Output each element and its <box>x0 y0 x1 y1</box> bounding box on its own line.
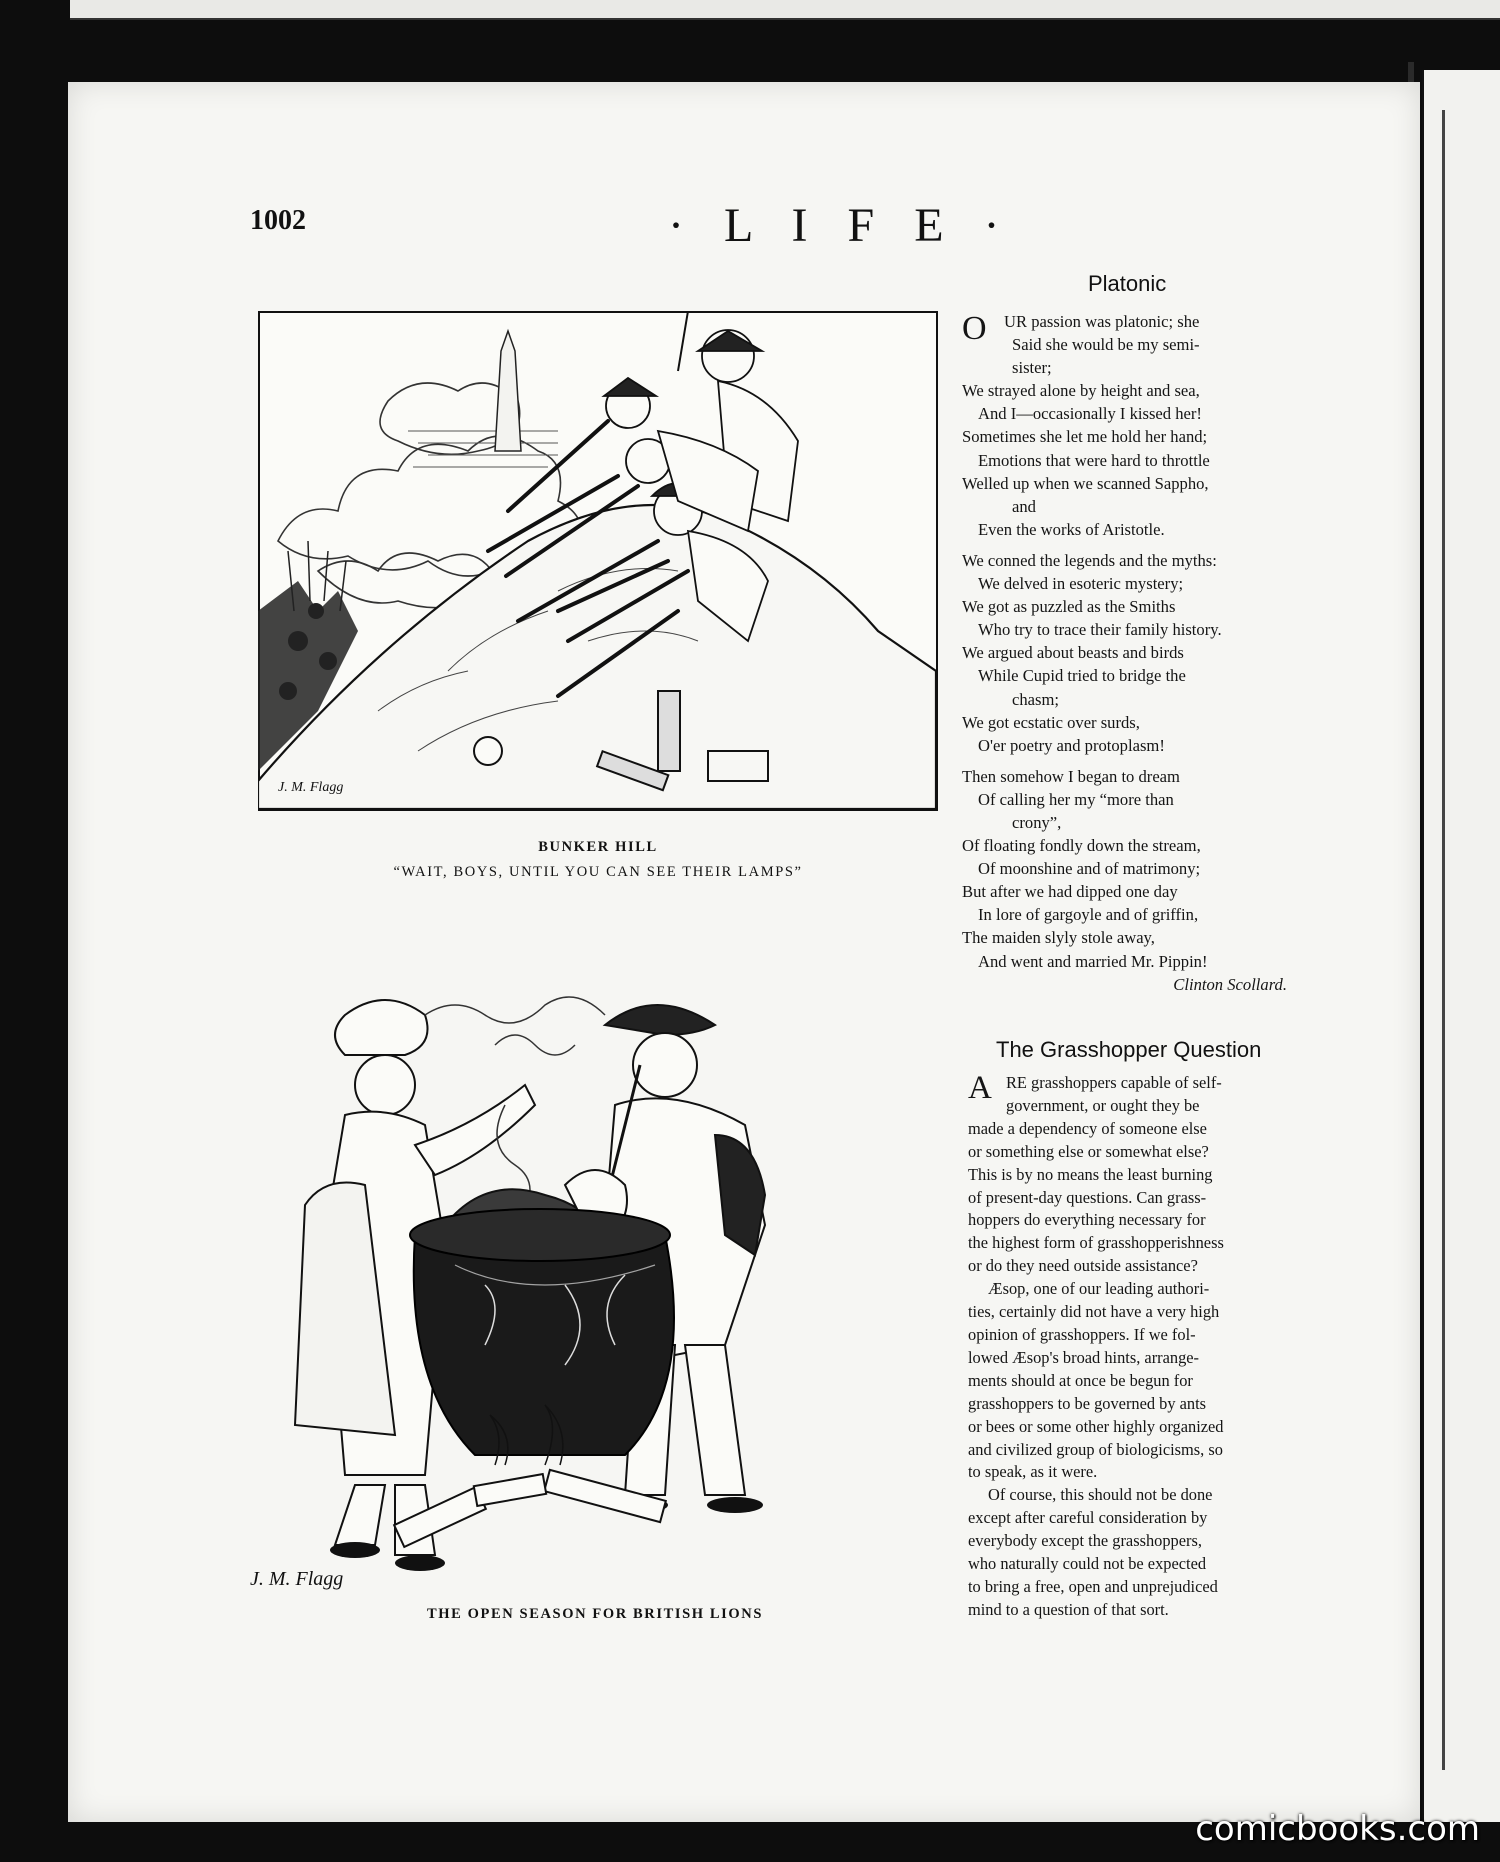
poem-line: and <box>1012 496 1036 516</box>
poem-line: Said she would be my semi- <box>1012 335 1200 355</box>
article-line: to speak, as it were. <box>968 1462 1098 1482</box>
poem-platonic <box>962 310 1307 1004</box>
poem-line: UR passion was platonic; she <box>1004 312 1200 331</box>
article-line: made a dependency of someone else <box>968 1118 1207 1138</box>
poem-line: But after we had dipped one day <box>962 882 1178 902</box>
poem-line: sister; <box>1012 358 1052 378</box>
article-line: of present-day questions. Can grass- <box>968 1187 1207 1207</box>
article-drop-cap: A <box>968 1070 992 1106</box>
poem-line: While Cupid tried to bridge the <box>978 666 1186 686</box>
poem-line: Sometimes she let me hold her hand; <box>962 427 1208 447</box>
article-line: Of course, this should not be done <box>988 1485 1213 1505</box>
scan-top-strip <box>70 0 1500 20</box>
british-lions-cartoon <box>245 985 945 1610</box>
poem-line: In lore of gargoyle and of griffin, <box>978 905 1199 925</box>
article-line: to bring a free, open and unprejudiced <box>968 1576 1218 1596</box>
poem-line: Emotions that were hard to throttle <box>978 450 1210 470</box>
article-line: or bees or some other highly organized <box>968 1416 1224 1436</box>
poem-drop-cap: O <box>962 310 987 347</box>
article-line: lowed Æsop's broad hints, arrange- <box>968 1347 1200 1367</box>
article-line: hoppers do everything necessary for <box>968 1210 1206 1230</box>
poem-stanza <box>962 549 1307 757</box>
poem-line: The maiden slyly stole away, <box>962 928 1155 948</box>
cartoon-one-signature: J. M. Flagg <box>278 780 344 795</box>
article-line: government, or ought they be <box>1006 1095 1200 1115</box>
article-title: The Grasshopper Question <box>996 1037 1262 1062</box>
poem-line: We got as puzzled as the Smiths <box>962 597 1176 617</box>
bunker-hill-title: BUNKER HILL <box>538 839 658 855</box>
poem-line: We conned the legends and the myths: <box>962 550 1217 570</box>
poem-author: Clinton Scollard. <box>1173 974 1287 994</box>
article-line: mind to a question of that sort. <box>968 1599 1169 1619</box>
poem-line: We strayed alone by height and sea, <box>962 381 1200 401</box>
poem-line: Of moonshine and of matrimony; <box>978 859 1201 879</box>
poem-line: Of calling her my “more than <box>978 789 1174 809</box>
poem-line: And I—occasionally I kissed her! <box>978 404 1202 424</box>
article-line: the highest form of grasshopperishness <box>968 1233 1224 1253</box>
article-line: ments should at once be begun for <box>968 1370 1193 1390</box>
site-watermark: comicbooks.com <box>1195 1809 1480 1849</box>
article-line: who naturally could not be expected <box>968 1554 1207 1574</box>
poem-line: And went and married Mr. Pippin! <box>978 951 1208 971</box>
bunker-hill-quote: “WAIT, BOYS, UNTIL YOU CAN SEE THEIR LAMPS” <box>393 864 803 880</box>
poem-line: O'er poetry and protoplasm! <box>978 735 1165 755</box>
poem-line: Who try to trace their family history. <box>978 620 1222 640</box>
poem-line: Of floating fondly down the stream, <box>962 836 1201 856</box>
poem-line: We delved in esoteric mystery; <box>978 574 1184 594</box>
article-line: RE grasshoppers capable of self- <box>1006 1073 1222 1092</box>
article-line: everybody except the grasshoppers, <box>968 1531 1202 1551</box>
article-line: ties, certainly did not have a very high <box>968 1302 1220 1322</box>
article-line: or do they need outside assistance? <box>968 1256 1198 1276</box>
poem-stanza <box>962 310 1307 541</box>
article-line: except after careful consideration by <box>968 1508 1208 1528</box>
bunker-hill-cartoon <box>258 311 938 811</box>
poem-title: Platonic <box>1088 271 1167 296</box>
poem-line: Then somehow I began to dream <box>962 766 1180 786</box>
poem-line: Welled up when we scanned Sappho, <box>962 473 1209 493</box>
poem-line: We argued about beasts and birds <box>962 643 1184 663</box>
article-line: Æsop, one of our leading authori- <box>988 1279 1210 1299</box>
article-line: opinion of grasshoppers. If we fol- <box>968 1324 1196 1344</box>
article-line: grasshoppers to be governed by ants <box>968 1393 1207 1413</box>
article-line: or something else or somewhat else? <box>968 1141 1209 1161</box>
poem-line: chasm; <box>1012 689 1060 709</box>
british-lions-caption: THE OPEN SEASON FOR BRITISH LIONS <box>426 1606 764 1622</box>
poem-line: Even the works of Aristotle. <box>978 519 1165 539</box>
article-line: This is by no means the least burning <box>968 1164 1213 1184</box>
cartoon-two-signature: J. M. Flagg <box>250 1568 344 1590</box>
poem-line: crony”, <box>1012 812 1062 832</box>
adjacent-page-edge <box>1422 70 1500 1822</box>
poem-stanza <box>962 765 1307 996</box>
poem-line: We got ecstatic over surds, <box>962 712 1140 732</box>
page-number: 1002 <box>250 205 306 236</box>
article-line: and civilized group of biologicisms, so <box>968 1439 1223 1459</box>
masthead: · L I F E · <box>668 199 1014 252</box>
article-grasshopper <box>968 1072 1304 1622</box>
